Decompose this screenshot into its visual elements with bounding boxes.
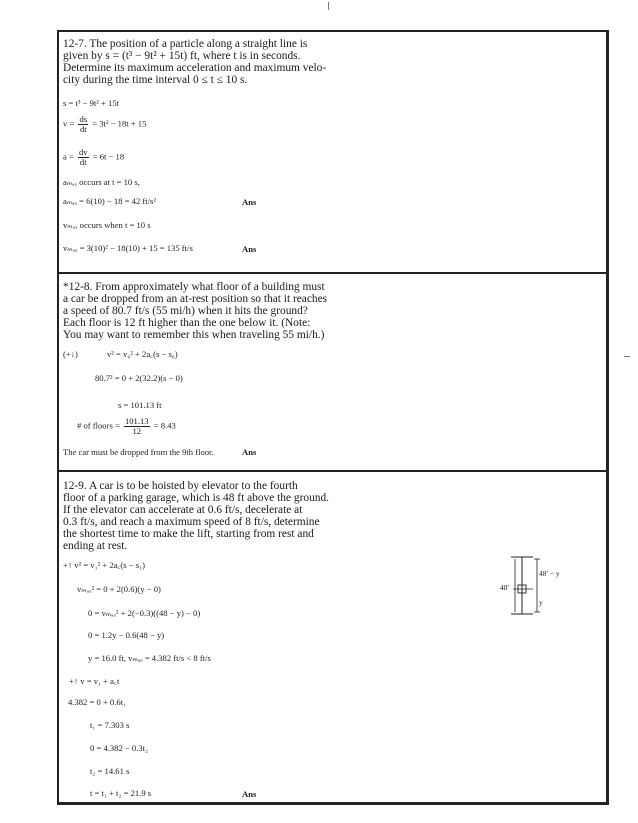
equation: vₘₐₓ occurs when t = 10 s [63,220,151,230]
problem-statement-line: 12-9. A car is to be hoisted by elevator to the fourth [63,480,298,492]
equation-lhs: a = [63,151,74,162]
equation: +↑ v = v₁ + a꜀t [69,676,120,686]
equation-fraction [77,417,176,436]
problem-statement-line: *12-8. From approximately what floor of a building must [63,281,325,293]
answer-label: Ans [242,447,257,457]
denominator: dt [79,157,87,167]
equation: t₁ = 7.303 s [90,720,130,730]
problem-statement-line: If the elevator can accelerate at 0.6 ft/s, decelerate at [63,504,303,516]
equation: 0 = vₘₐₓ² + 2(−0.3)((48 − y) − 0) [88,608,201,618]
divider-2 [57,470,609,472]
problem-statement-line: a car be dropped from an at-rest position so that it reaches [63,293,328,305]
denominator: dt [79,124,87,134]
equation: aₘₐₓ occurs at t = 10 s, [63,177,140,187]
problem-statement-line: You may want to remember this when traveling 55 mi/h.) [63,329,325,341]
numerator: ds [79,114,88,124]
scan-mark-top [328,2,329,10]
equation: 0 = 4.382 − 0.3t₂ [90,743,149,753]
problem-statement-line: Determine its maximum acceleration and maximum velo- [63,62,327,74]
equation: vₘₐₓ = 3(10)² − 18(10) + 15 = 135 ft/s [63,243,193,253]
numerator: dv [78,147,88,157]
problem-statement-line: city during the time interval 0 ≤ t ≤ 10 s. [63,74,248,86]
divider-1 [57,272,609,274]
diagram-label-48: 48' [500,583,509,592]
equation: The car must be dropped from the 9th floor. [63,447,214,457]
equation: t₂ = 14.61 s [90,766,130,776]
equation: 0 = 1.2y − 0.6(48 − y) [88,630,165,640]
equation: +↑ v² = v₁² + 2a꜀(s − s₁) [63,560,145,570]
equation: t = t₁ + t₂ = 21.9 s [90,788,152,798]
equation: 80.7² = 0 + 2(32.2)(s − 0) [95,373,183,383]
equation: vₘₐₓ² = 0 + 2(0.6)(y − 0) [77,584,161,594]
equation: aₘₐₓ = 6(10) − 18 = 42 ft/s² [63,196,156,206]
scan-mark-right [624,356,630,357]
equation: v² = v₀² + 2a꜀(s − s₀) [107,349,178,359]
problem-statement-line: ending at rest. [63,540,128,552]
diagram-label-y: y [539,598,543,607]
equation-sign: (+↓) [63,349,78,359]
numerator: 101.13 [124,416,149,426]
equation-rhs: = 8.43 [153,420,176,431]
equation-fraction [63,148,124,167]
equation: y = 16.0 ft, vₘₐₓ = 4.382 ft/s < 8 ft/s [88,653,211,663]
fraction [124,417,150,436]
problem-statement-line: 12-7. The position of a particle along a straight line is [63,38,308,50]
fraction [78,148,89,167]
equation-lhs: v = [63,118,75,129]
problem-statement-line: 0.3 ft/s, and reach a maximum speed of 8 ft/s, determine [63,516,320,528]
answer-label: Ans [242,244,257,254]
equation: 4.382 = 0 + 0.6t₁ [68,697,127,707]
equation-lhs: # of floors = [77,420,120,431]
diagram-label-48-minus-y: 48' − y [539,569,560,578]
problem-statement-line: given by s = (t³ − 9t² + 15t) ft, where t is in seconds. [63,50,301,62]
equation: s = t³ − 9t² + 15t [63,98,119,108]
equation-rhs: = 6t − 18 [92,151,125,162]
answer-label: Ans [242,197,257,207]
equation-rhs: = 3t² − 18t + 15 [92,118,147,129]
problem-statement-line: the shortest time to make the lift, starting from rest and [63,528,314,540]
problem-statement-line: Each floor is 12 ft higher than the one below it. (Note: [63,317,311,329]
elevator-diagram [503,553,563,618]
problem-statement-line: a speed of 80.7 ft/s (55 mi/h) when it hits the ground? [63,305,308,317]
equation-fraction [63,115,146,134]
answer-label: Ans [242,789,257,799]
denominator: 12 [132,426,142,436]
problem-statement-line: floor of a parking garage, which is 48 ft above the ground. [63,492,330,504]
equation: s = 101.13 ft [118,400,162,410]
fraction [78,115,88,134]
